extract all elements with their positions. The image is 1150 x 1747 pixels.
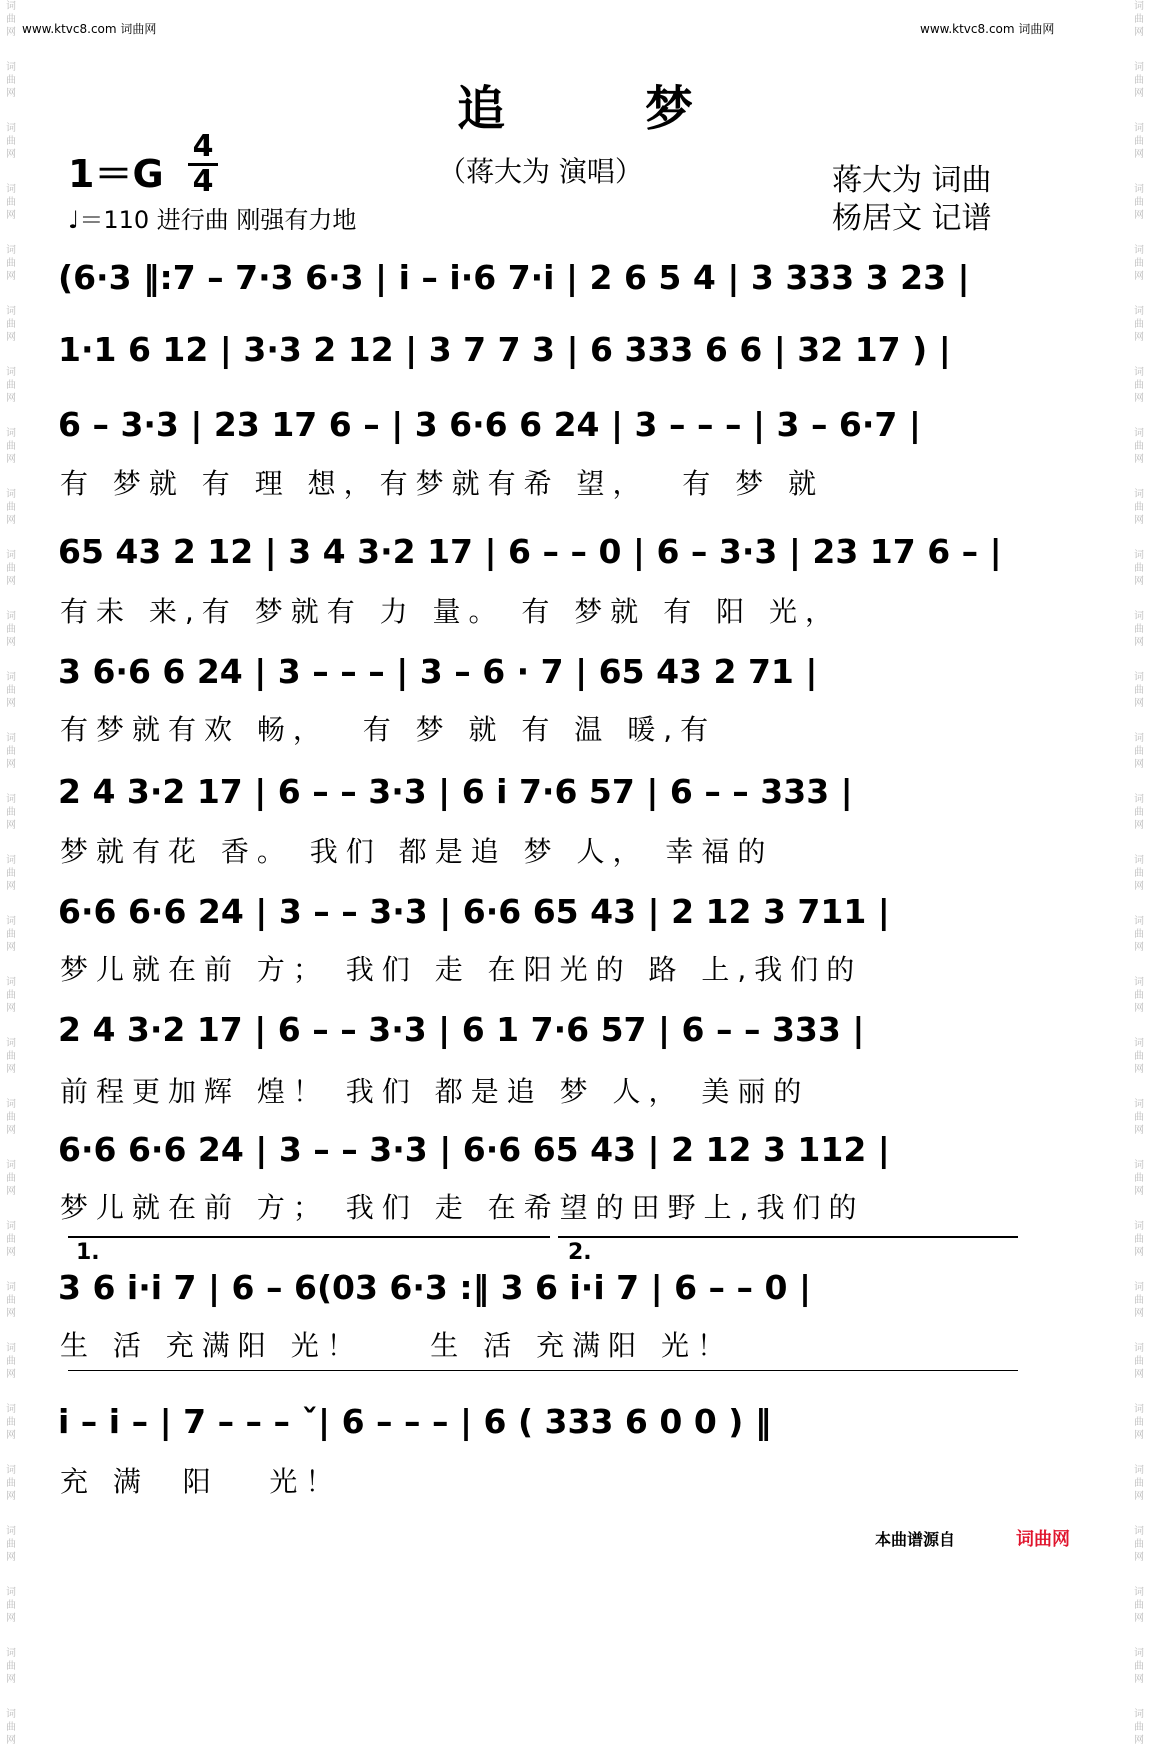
score-row [58, 772, 1018, 832]
side-watermark-text: 词曲网 [6, 1404, 16, 1441]
singer: （蒋大为 演唱） [438, 155, 643, 188]
notation-line: 1·1 6 12 | 3·3 2 12 | 3 7 7 3 | 6 333 6 6 | 32 17 ) | [58, 330, 951, 369]
side-watermark-text: 词曲网 [1134, 611, 1144, 648]
side-watermark-text: 词曲网 [1134, 794, 1144, 831]
side-watermark-text: 词曲网 [1134, 306, 1144, 343]
side-watermark-text: 词曲网 [6, 916, 16, 953]
side-watermark-text: 词曲网 [6, 733, 16, 770]
lyrics-line: 梦就有花 香。 我们 都是追 梦 人， 幸福的 [60, 835, 774, 868]
side-watermark-text: 词曲网 [6, 977, 16, 1014]
side-watermark-text: 词曲网 [1134, 1099, 1144, 1136]
tempo-marking: ♩＝110 进行曲 刚强有力地 [68, 206, 357, 234]
score-row [58, 405, 1018, 465]
side-watermark-text: 词曲网 [1134, 733, 1144, 770]
lyrics-line: 有梦就有欢 畅， 有 梦 就 有 温 暖,有 [60, 713, 717, 746]
side-watermark-text: 词曲网 [6, 367, 16, 404]
side-watermark-text: 词曲网 [1134, 977, 1144, 1014]
source-brand-link[interactable]: 词曲网 [1016, 1529, 1070, 1550]
side-watermark-text: 词曲网 [6, 1099, 16, 1136]
score-row [58, 1010, 1018, 1070]
side-watermark-text: 词曲网 [6, 1343, 16, 1380]
side-watermark-text: 词曲网 [6, 855, 16, 892]
watermark-right: www.ktvc8.com 词曲网 [920, 22, 1055, 36]
transcriber-credit: 杨居文 记谱 [832, 201, 992, 236]
side-watermark-text: 词曲网 [6, 611, 16, 648]
score-row [58, 330, 1018, 390]
notation-line: i – i – | 7 – – – ˇ| 6 – – – | 6 ( 333 6 0 0 ) ‖ [58, 1402, 772, 1441]
side-watermark-text: 词曲网 [1134, 1648, 1144, 1685]
notation-line: 6 – 3·3 | 23 17 6 – | 3 6·6 6 24 | 3 – – – | 3 – 6·7 | [58, 405, 921, 444]
side-watermark-text: 词曲网 [1134, 1343, 1144, 1380]
watermark-left: www.ktvc8.com 词曲网 [22, 22, 157, 36]
score-row [58, 532, 1018, 592]
notation-line: 3 6 i·i 7 | 6 – 6(03 6·3 :‖ 3 6 i·i 7 | 6 – – 0 | [58, 1268, 812, 1307]
side-watermark-text: 词曲网 [1134, 1282, 1144, 1319]
side-watermark-text: 词曲网 [6, 1526, 16, 1563]
key-signature: 1＝G [68, 152, 164, 196]
side-watermark-text: 词曲网 [6, 1587, 16, 1624]
side-watermark-text: 词曲网 [1134, 1404, 1144, 1441]
volta-2-label: 2. [568, 1240, 592, 1265]
notation-line: 2 4 3·2 17 | 6 – – 3·3 | 6 1 7·6 57 | 6 – – 333 | [58, 1010, 865, 1049]
notation-line: 2 4 3·2 17 | 6 – – 3·3 | 6 i 7·6 57 | 6 – – 333 | [58, 772, 853, 811]
side-watermark-text: 词曲网 [1134, 1526, 1144, 1563]
lyrics-line: 有未 来,有 梦就有 力 量。 有 梦就 有 阳 光， [60, 595, 842, 628]
side-watermark-text: 词曲网 [6, 245, 16, 282]
credits [832, 162, 992, 238]
side-watermark-text: 词曲网 [1134, 1587, 1144, 1624]
score-row [58, 1268, 1018, 1328]
side-watermark-text: 词曲网 [1134, 428, 1144, 465]
side-watermark-left [2, 0, 20, 1746]
score-row [58, 652, 1018, 712]
side-watermark-text: 词曲网 [6, 184, 16, 221]
side-watermark-text: 词曲网 [6, 1709, 16, 1746]
score-row [58, 258, 1018, 318]
side-watermark-text: 词曲网 [6, 1, 16, 38]
score-row [58, 1130, 1018, 1190]
side-watermark-text: 词曲网 [1134, 1709, 1144, 1746]
side-watermark-text: 词曲网 [6, 1648, 16, 1685]
notation-line: 6·6 6·6 24 | 3 – – 3·3 | 6·6 65 43 | 2 12 3 112 | [58, 1130, 890, 1169]
notation-line: 65 43 2 12 | 3 4 3·2 17 | 6 – – 0 | 6 – 3·3 | 23 17 6 – | [58, 532, 1002, 571]
side-watermark-text: 词曲网 [6, 1221, 16, 1258]
notation-line: (6·3 ‖:7 – 7·3 6·3 | i – i·6 7·i | 2 6 5 4 | 3 333 3 23 | [58, 258, 970, 297]
lyrics-line: 生 活 充满阳 光！ 生 活 充满阳 光！ [60, 1329, 734, 1362]
lyrics-line: 有 梦就 有 理 想，有梦就有希 望， 有 梦 就 [60, 467, 825, 500]
lyrics-line: 前程更加辉 煌！ 我们 都是追 梦 人， 美丽的 [60, 1075, 810, 1108]
time-signature [188, 129, 218, 199]
side-watermark-text: 词曲网 [6, 62, 16, 99]
side-watermark-text: 词曲网 [1134, 1038, 1144, 1075]
side-watermark-text: 词曲网 [6, 794, 16, 831]
side-watermark-text: 词曲网 [1134, 1160, 1144, 1197]
score-row [58, 1402, 1018, 1462]
side-watermark-text: 词曲网 [6, 1038, 16, 1075]
score-row [58, 892, 1018, 952]
side-watermark-text: 词曲网 [1134, 855, 1144, 892]
volta-1-label: 1. [76, 1240, 100, 1265]
side-watermark-text: 词曲网 [6, 672, 16, 709]
lyrics-line: 梦儿就在前 方； 我们 走 在希望的田野上,我们的 [60, 1191, 865, 1224]
side-watermark-text: 词曲网 [6, 1282, 16, 1319]
meter-bottom: 4 [192, 164, 214, 199]
source-note: 本曲谱源自 [875, 1530, 956, 1549]
lyrics-line: 充 满 阳 光！ [60, 1465, 342, 1498]
side-watermark-right [1130, 0, 1148, 1746]
side-watermark-text: 词曲网 [1134, 1, 1144, 38]
volta-1-line [68, 1236, 550, 1238]
side-watermark-text: 词曲网 [6, 123, 16, 160]
side-watermark-text: 词曲网 [6, 1465, 16, 1502]
side-watermark-text: 词曲网 [1134, 550, 1144, 587]
lyrics-line: 梦儿就在前 方； 我们 走 在阳光的 路 上,我们的 [60, 953, 863, 986]
notation-line: 6·6 6·6 24 | 3 – – 3·3 | 6·6 65 43 | 2 12 3 711 | [58, 892, 890, 931]
side-watermark-text: 词曲网 [1134, 245, 1144, 282]
side-watermark-text: 词曲网 [1134, 62, 1144, 99]
section-divider [68, 1370, 1018, 1371]
side-watermark-text: 词曲网 [6, 306, 16, 343]
side-watermark-text: 词曲网 [6, 550, 16, 587]
side-watermark-text: 词曲网 [1134, 1221, 1144, 1258]
side-watermark-text: 词曲网 [1134, 184, 1144, 221]
side-watermark-text: 词曲网 [1134, 489, 1144, 526]
side-watermark-text: 词曲网 [6, 428, 16, 465]
side-watermark-text: 词曲网 [1134, 123, 1144, 160]
side-watermark-text: 词曲网 [6, 489, 16, 526]
lyrics-music-credit: 蒋大为 词曲 [832, 163, 992, 198]
side-watermark-text: 词曲网 [6, 1160, 16, 1197]
side-watermark-text: 词曲网 [1134, 367, 1144, 404]
notation-line: 3 6·6 6 24 | 3 – – – | 3 – 6 · 7 | 65 43 2 71 | [58, 652, 818, 691]
volta-2-line [558, 1236, 1018, 1238]
page-title: 追梦 [456, 81, 833, 137]
meter-top: 4 [192, 129, 214, 164]
side-watermark-text: 词曲网 [1134, 1465, 1144, 1502]
side-watermark-text: 词曲网 [1134, 672, 1144, 709]
side-watermark-text: 词曲网 [1134, 916, 1144, 953]
